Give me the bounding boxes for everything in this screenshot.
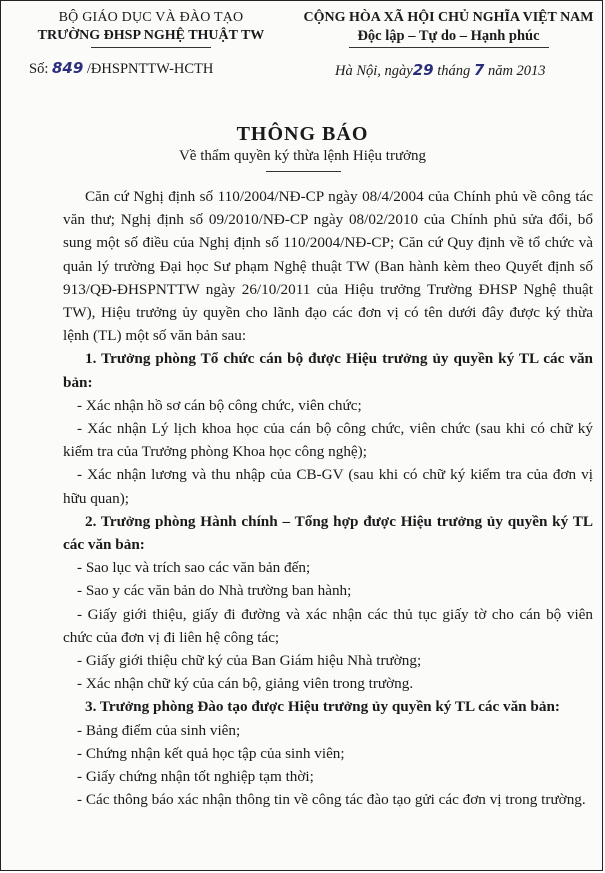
docnum-suffix: /ĐHSPNTTW-HCTH [86, 61, 214, 77]
document-title: THÔNG BÁO [236, 123, 369, 145]
date-place: Hà Nội, ngày [335, 63, 413, 79]
list-item: - Chứng nhận kết quả học tập của sinh viên; [77, 744, 345, 762]
list-item: - Xác nhận chữ ký của cán bộ, giảng viên trong trường. [77, 675, 414, 693]
list-item: - Xác nhận Lý lịch khoa học của cán bộ công chức, viên chức (sau khi có chữ ký kiểm tra của Trưởng phòng Khoa học công nghệ); [63, 420, 593, 461]
date-day-handwritten: 29 [412, 61, 434, 79]
section-2-heading: 2. Trưởng phòng Hành chính – Tổng hợp được Hiệu trưởng ủy quyền ký TL các văn bản: [63, 512, 593, 554]
list-item: - Sao y các văn bản do Nhà trường ban hành; [77, 582, 352, 600]
list-item: - Xác nhận lương và thu nhập của CB-GV (sau khi có chữ ký kiểm tra của đơn vị hữu quan); [63, 466, 593, 507]
issuer-underline [91, 47, 211, 48]
list-item: - Giấy giới thiệu, giấy đi đường và xác nhận các thủ tục giấy tờ cho cán bộ viên chức của đơn vị đi liên hệ công tác; [63, 605, 593, 646]
document-body [63, 185, 593, 811]
national-heading [301, 9, 596, 48]
school-name: TRƯỜNG ĐHSP NGHỆ THUẬT TW [37, 28, 265, 43]
section-3-heading: 3. Trưởng phòng Đào tạo được Hiệu trưởng ủy quyền ký TL các văn bản: [85, 698, 560, 716]
place-and-date [335, 61, 546, 80]
nation-name: CỘNG HÒA XÃ HỘI CHỦ NGHĨA VIỆT NAM [303, 10, 594, 25]
list-item: - Các thông báo xác nhận thông tin về công tác đào tạo gửi các đơn vị trong trường. [77, 791, 586, 809]
subtitle-underline [266, 171, 341, 172]
list-item: - Xác nhận hồ sơ cán bộ công chức, viên chức; [77, 396, 362, 414]
docnum-prefix: Số: [29, 61, 49, 77]
date-month-handwritten: 7 [473, 61, 485, 79]
intro-paragraph: Căn cứ Nghị định số 110/2004/NĐ-CP ngày 08/4/2004 của Chính phủ về công tác văn thư; Nghị định số 09/2010/NĐ-CP ngày 08/02/2010 của Chính phủ sửa đổi, bổ sung một số điều của Nghị định số 110/2004/NĐ-CP; Căn cứ Quy định về tổ chức và quản lý trường Đại học Sư phạm Nghệ thuật TW (Ban hành kèm theo Quyết định số 913/QĐ-ĐHSPNTTW ngày 26/10/2011 của Hiệu trưởng Trường ĐHSP Nghệ thuật TW), Hiệu trưởng ủy quyền cho lãnh đạo các đơn vị có tên dưới đây được ký thừa lệnh (TL) một số văn bản sau: [63, 188, 593, 345]
national-motto: Độc lập – Tự do – Hạnh phúc [357, 28, 540, 44]
docnum-handwritten: 849 [51, 59, 84, 77]
document-subtitle: Về thẩm quyền ký thừa lệnh Hiệu trưởng [178, 148, 427, 164]
issuer-block [21, 9, 281, 48]
list-item: - Giấy chứng nhận tốt nghiệp tạm thời; [77, 768, 314, 786]
list-item: - Sao lục và trích sao các văn bản đến; [77, 559, 311, 577]
ministry-name: BỘ GIÁO DỤC VÀ ĐÀO TẠO [58, 10, 244, 25]
motto-underline [349, 47, 549, 48]
section-1-heading: 1. Trưởng phòng Tổ chức cán bộ được Hiệu trưởng ủy quyền ký TL các văn bản: [63, 350, 593, 391]
document-number [29, 59, 213, 78]
list-item: - Giấy giới thiệu chữ ký của Ban Giám hiệu Nhà trường; [77, 652, 422, 670]
list-item: - Bảng điểm của sinh viên; [77, 721, 241, 739]
date-month-label: tháng [437, 63, 471, 79]
date-year: năm 2013 [487, 63, 546, 79]
